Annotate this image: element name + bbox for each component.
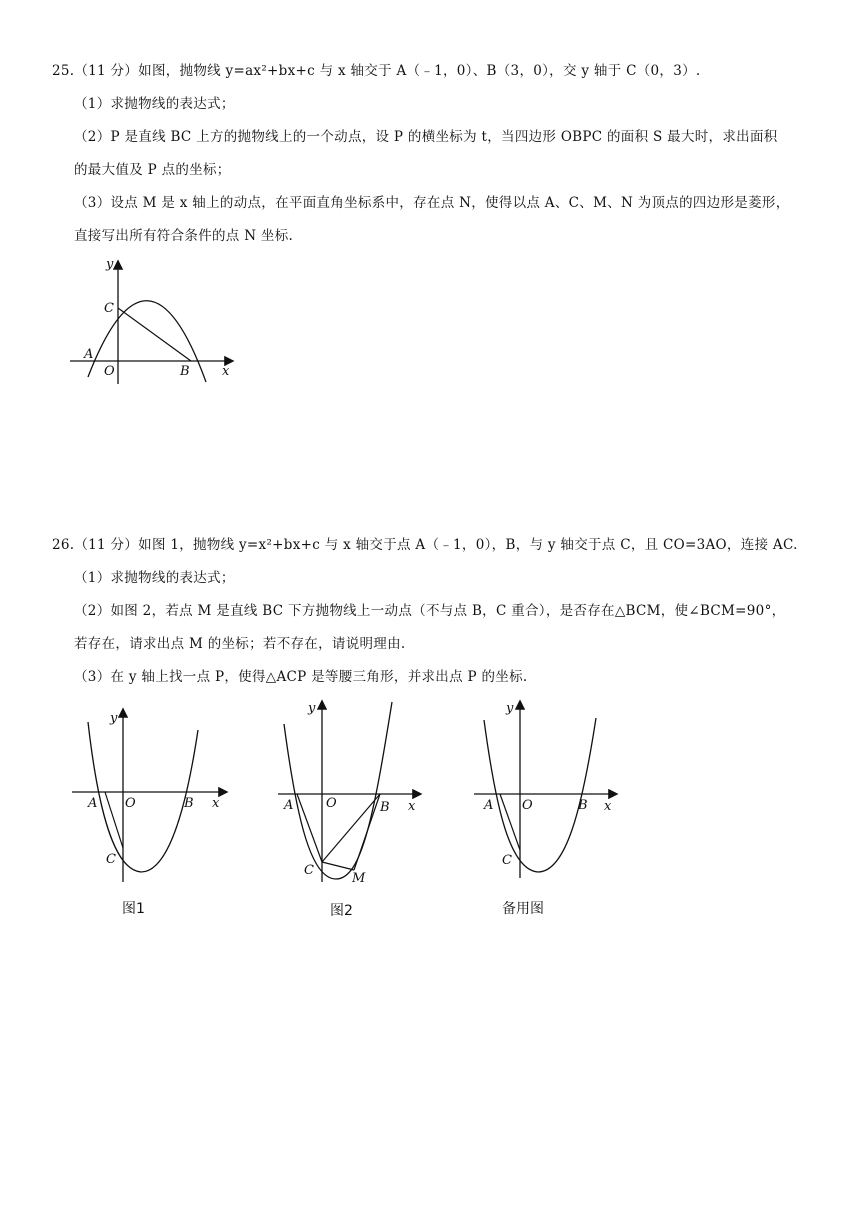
q26-stem: 26.（11 分）如图 1，抛物线 y=x²+bx+c 与 x 轴交于点 A（﹣1，0），B，与 y 轴交于点 C，且 CO=3AO，连接 AC. (52, 537, 798, 553)
label-c: C (304, 863, 314, 878)
label-a: A (484, 798, 494, 813)
label-c: C (502, 853, 512, 868)
label-y: y (110, 711, 118, 726)
label-x: x (212, 796, 220, 811)
fig3-caption: 备用图 (502, 901, 544, 917)
segment-cb (118, 308, 191, 361)
label-b: B (380, 800, 390, 815)
label-y: y (308, 701, 316, 716)
fig2-caption: 图2 (330, 903, 353, 919)
segment-ac (297, 794, 322, 862)
label-x: x (604, 799, 612, 814)
q26-figure-2 (270, 694, 430, 894)
label-c: C (106, 852, 116, 867)
parabola (88, 722, 198, 872)
label-c: C (104, 301, 114, 316)
q26-part1: （1）求抛物线的表达式； (74, 570, 235, 586)
label-b: B (184, 796, 194, 811)
label-o: O (104, 364, 115, 379)
parabola (284, 702, 392, 879)
label-b: B (578, 798, 588, 813)
label-o: O (522, 798, 533, 813)
segment-bm (354, 794, 380, 870)
q26-part2-line2: 若存在，请求出点 M 的坐标；若不存在，请说明理由. (74, 636, 406, 652)
label-x: x (408, 799, 416, 814)
label-y: y (106, 257, 114, 272)
q25-stem: 25.（11 分）如图，抛物线 y=ax²+bx+c 与 x 轴交于 A（﹣1，0）、B（3，0），交 y 轴于 C（0，3）. (52, 63, 701, 79)
label-x: x (222, 364, 230, 379)
segment-cm (322, 862, 354, 870)
label-o: O (125, 796, 136, 811)
label-y: y (506, 701, 514, 716)
fig1-caption: 图1 (122, 901, 145, 917)
q25-part3-line2: 直接写出所有符合条件的点 N 坐标. (74, 228, 294, 244)
q26-part3: （3）在 y 轴上找一点 P，使得△ACP 是等腰三角形，并求出点 P 的坐标. (74, 669, 528, 685)
segment-ac (105, 792, 123, 848)
q26-figure-backup (466, 694, 626, 884)
q25-part2-line2: 的最大值及 P 点的坐标； (74, 162, 231, 178)
q25-part1: （1）求抛物线的表达式； (74, 96, 235, 112)
q26-part2-line1: （2）如图 2，若点 M 是直线 BC 下方抛物线上一动点（不与点 B，C 重合），是否存在△BCM，使∠BCM=90°， (74, 603, 786, 619)
label-b: B (180, 364, 190, 379)
label-a: A (88, 796, 98, 811)
label-o: O (326, 796, 337, 811)
q25-figure (60, 252, 250, 392)
label-m: M (352, 871, 366, 886)
q25-part3-line1: （3）设点 M 是 x 轴上的动点，在平面直角坐标系中，存在点 N，使得以点 A、C、M、N 为顶点的四边形是菱形， (74, 195, 790, 211)
q26-figure-1 (66, 700, 236, 890)
label-a: A (284, 798, 294, 813)
label-a: A (84, 347, 94, 362)
q25-part2-line1: （2）P 是直线 BC 上方的抛物线上的一个动点，设 P 的横坐标为 t，当四边形 OBPC 的面积 S 最大时，求出面积 (74, 129, 778, 145)
